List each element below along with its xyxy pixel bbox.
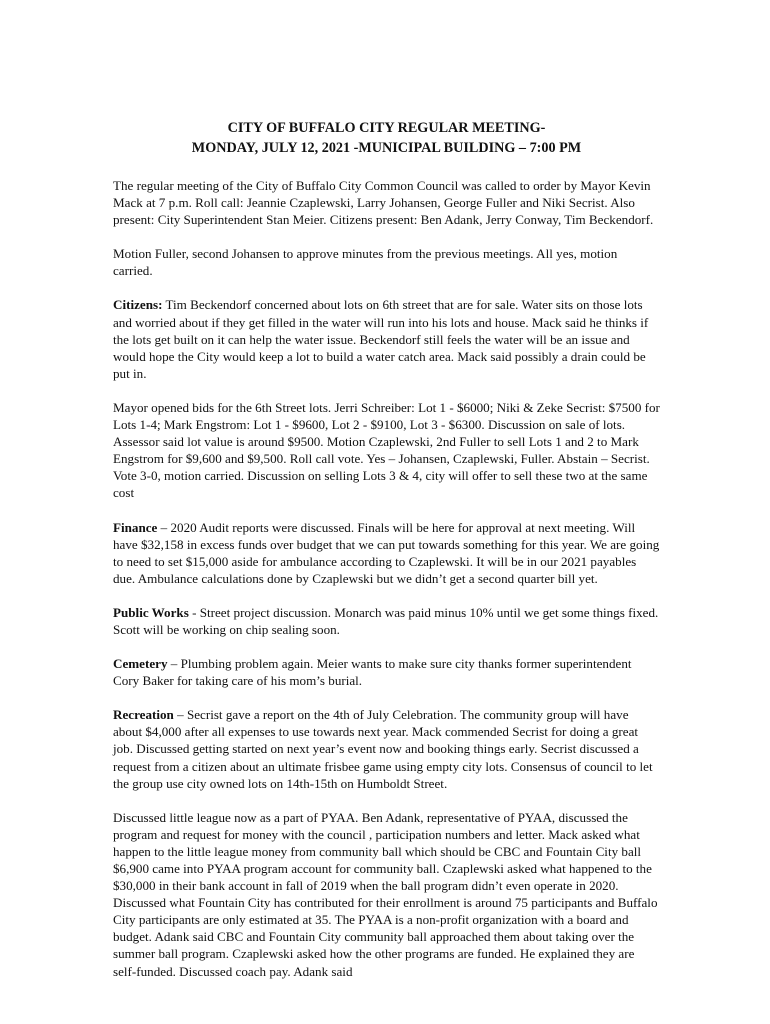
section-label-citizens: Citizens:: [113, 297, 163, 313]
document-title: [113, 118, 660, 158]
paragraph-text: – 2020 Audit reports were discussed. Finals will be here for approval at next meeting. Will have $32,158 in excess funds over budget that we can put towards something for this year. We are going to need to set $15,000 aside for ambulance according to Czaplewski. It will be in our 2021 payables due. Ambulance calculations done by Czaplewski but we didn’t get a second quarter bill yet.: [113, 519, 660, 586]
paragraph-text: Motion Fuller, second Johansen to approve minutes from the previous meetings. All yes, motion carried.: [113, 246, 618, 279]
title-line-1: CITY OF BUFFALO CITY REGULAR MEETING-: [227, 120, 546, 136]
paragraph-text: – Secrist gave a report on the 4th of July Celebration. The community group will have about $4,000 after all expenses to use towards next year. Mack commended Secrist for doing a great job. Discussed getting started on next year’s event now and booking things early. Secrist discussed a request from a citizen about an ultimate frisbee game using empty city lots. Consensus of council to let the group use city owned lots on 14th-15th on Humboldt Street.: [113, 707, 653, 791]
section-label-cemetery: Cemetery: [113, 656, 168, 672]
paragraph-text: - Street project discussion. Monarch was paid minus 10% until we get some things fixed. Scott will be working on chip sealing soon.: [113, 604, 659, 637]
paragraph-public-works: [113, 604, 660, 638]
paragraph-text: Mayor opened bids for the 6th Street lots. Jerri Schreiber: Lot 1 - $6000; Niki & Zeke Secrist: $7500 for Lots 1-4; Mark Engstrom: Lot 1 - $9600, Lot 2 - $9100, Lot 3 - $6300. Discussion on sale of lots. Assessor said lot value is around $9500. Motion Czaplewski, 2nd Fuller to sell Lots 1 and 2 to Mark Engstrom for $9,600 and $9,500. Roll call vote. Yes – Johansen, Czaplewski, Fuller. Abstain – Secrist. Vote 3-0, motion carried. Discussion on selling Lots 3 & 4, city will offer to sell these two at the same cost: [113, 399, 660, 501]
title-line-2: MONDAY, JULY 12, 2021 -MUNICIPAL BUILDING – 7:00 PM: [191, 140, 582, 156]
paragraph-cemetery: [113, 655, 660, 689]
paragraph-text: – Plumbing problem again. Meier wants to make sure city thanks former superintendent Cory Baker for taking care of his mom’s burial.: [113, 656, 632, 689]
paragraph-finance: [113, 519, 660, 587]
paragraph-minutes-motion: [113, 245, 660, 279]
section-label-finance: Finance: [113, 519, 158, 535]
paragraph-citizens: [113, 296, 660, 381]
section-label-recreation: Recreation: [113, 707, 174, 723]
paragraph-little-league: [113, 809, 660, 980]
paragraph-call-to-order: [113, 177, 660, 228]
paragraph-recreation: [113, 706, 660, 791]
paragraph-text: Tim Beckendorf concerned about lots on 6th street that are for sale. Water sits on those lots and worried about if they get filled in the water will run into his lots and house. Mack said he thinks if the lots get built on it can help the water issue. Beckendorf still feels the water will be an issue and would hope the City would keep a lot to build a water catch area. Mack said possibly a drain could be put in.: [113, 297, 649, 381]
paragraph-text: Discussed little league now as a part of PYAA. Ben Adank, representative of PYAA, discussed the program and request for money with the council , participation numbers and letter. Mack asked what happen to the little league money from community ball which should be CBC and Fountain City ball $6,900 came into PYAA program account for community ball. Czaplewski asked what happened to the $30,000 in their bank account in fall of 2019 when the ball program didn’t even operate in 2020. Discussed what Fountain City has contributed for their enrollment is around 75 participants and Buffalo City participants are only estimated at 35. The PYAA is a non-profit organization with a board and budget. Adank said CBC and Fountain City community ball approached them about taking over the summer ball program. Czaplewski asked how the other programs are funded. He explained they are self-funded. Discussed coach pay. Adank said: [113, 809, 658, 979]
paragraph-text: The regular meeting of the City of Buffalo City Common Council was called to order by Mayor Kevin Mack at 7 p.m. Roll call: Jeannie Czaplewski, Larry Johansen, George Fuller and Niki Secrist. Also present: City Superintendent Stan Meier. Citizens present: Ben Adank, Jerry Conway, Tim Beckendorf.: [113, 178, 654, 228]
paragraph-lot-bids: [113, 399, 660, 502]
section-label-public-works: Public Works: [113, 604, 189, 620]
